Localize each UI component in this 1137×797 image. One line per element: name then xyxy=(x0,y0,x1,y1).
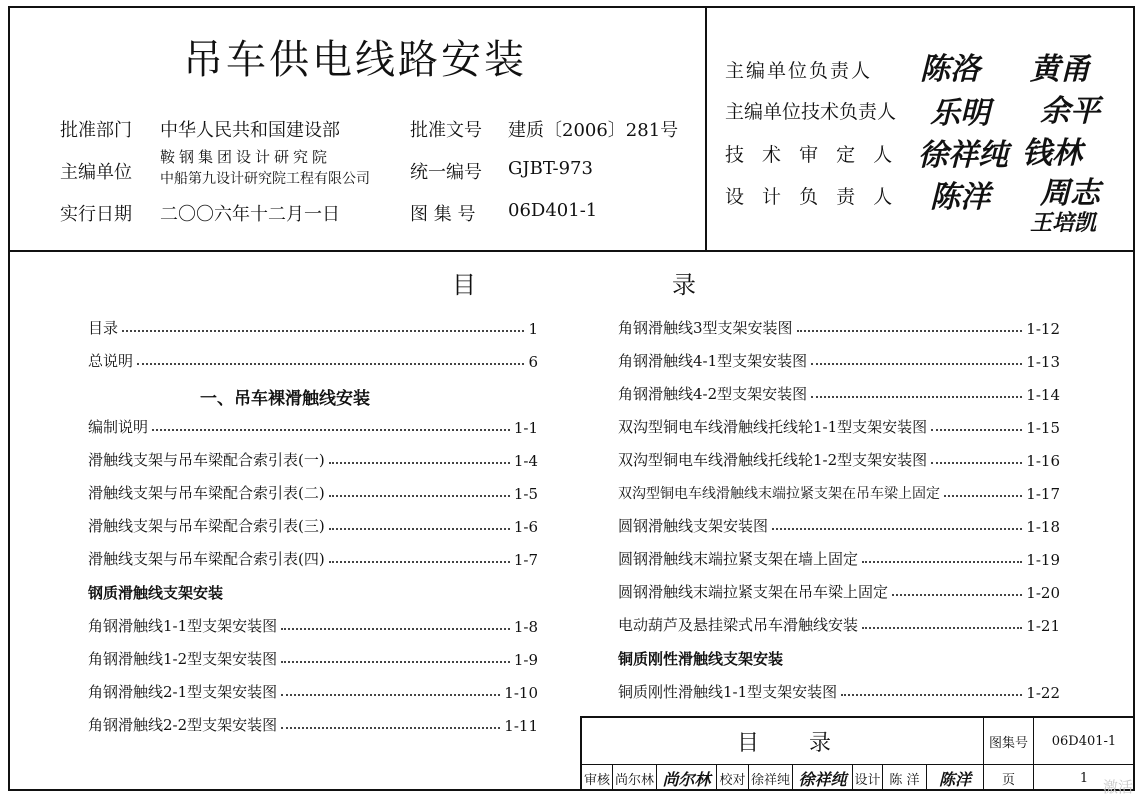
check-name: 徐祥纯 xyxy=(750,772,790,788)
responsible-role-4: 设 计 负 责 人 xyxy=(725,186,899,208)
toc-item[interactable] xyxy=(88,612,538,636)
toc-leader-dots xyxy=(931,462,1022,464)
page-value: 1 xyxy=(1079,770,1089,786)
editor-unit-line1: 鞍钢集团设计研究院 xyxy=(160,148,332,166)
toc-item-page: 1-14 xyxy=(1026,386,1060,404)
toc-leader-dots xyxy=(862,561,1022,563)
toc-item-title: 电动葫芦及悬挂梁式吊车滑触线安装 xyxy=(618,616,859,634)
toc-item[interactable] xyxy=(618,314,1060,338)
signature-1a: 陈洛 xyxy=(920,52,980,87)
toc-leader-dots xyxy=(281,727,500,729)
toc-leader-dots xyxy=(811,396,1022,398)
toc-item[interactable] xyxy=(618,446,1060,470)
toc-leader-dots xyxy=(329,528,510,530)
title-block-name-right: 录 xyxy=(808,730,831,756)
toc-item[interactable] xyxy=(88,413,538,437)
toc-item-title: 滑触线支架与吊车梁配合索引表(三) xyxy=(88,517,325,535)
signature-1b: 黄甬 xyxy=(1030,52,1090,87)
toc-item-page: 1-7 xyxy=(513,551,538,569)
toc-item-title: 铜质刚性滑触线1-1型支架安装图 xyxy=(618,683,838,701)
toc-item[interactable] xyxy=(618,512,1060,536)
toc-leader-dots xyxy=(862,627,1022,629)
toc-leader-dots xyxy=(152,429,510,431)
signature-3b: 钱林 xyxy=(1022,136,1082,171)
effective-date-value: 二〇〇六年十二月一日 xyxy=(160,204,340,225)
toc-item[interactable] xyxy=(618,413,1060,437)
approval-dept-label: 批准部门 xyxy=(60,120,132,141)
signature-4c: 王培凯 xyxy=(1030,210,1097,236)
toc-item-page: 1-9 xyxy=(513,651,538,669)
approval-no-label: 批准文号 xyxy=(410,120,482,141)
toc-heading-left: 目 xyxy=(452,271,476,299)
check-signature: 徐祥纯 xyxy=(798,769,847,789)
toc-item-title: 角钢滑触线4-2型支架安装图 xyxy=(618,385,808,403)
effective-date-label: 实行日期 xyxy=(60,204,132,225)
toc-item[interactable] xyxy=(618,678,1060,702)
toc-leader-dots xyxy=(281,694,500,696)
toc-item[interactable] xyxy=(618,347,1060,371)
toc-item-title: 双沟型铜电车线滑触线托线轮1-1型支架安装图 xyxy=(618,418,928,436)
toc-section-heading: 一、吊车裸滑触线安装 xyxy=(200,389,370,409)
signature-2a: 乐明 xyxy=(930,96,990,131)
activation-watermark: 激活 xyxy=(1102,778,1133,796)
toc-item-title: 角钢滑触线4-1型支架安装图 xyxy=(618,352,808,370)
toc-item[interactable] xyxy=(88,479,538,503)
toc-item[interactable] xyxy=(88,678,538,702)
title-block-atlas-value: 06D401-1 xyxy=(1051,733,1117,749)
signature-4a: 陈洋 xyxy=(930,180,990,215)
design-label: 设计 xyxy=(854,772,881,788)
toc-item[interactable] xyxy=(618,545,1060,569)
toc-item[interactable] xyxy=(618,479,1060,503)
toc-item-title: 角钢滑触线2-2型支架安装图 xyxy=(88,716,278,734)
toc-leader-dots xyxy=(122,330,524,332)
toc-item[interactable] xyxy=(618,380,1060,404)
toc-item-page: 1-6 xyxy=(513,518,538,536)
toc-heading-right: 录 xyxy=(672,271,696,299)
title-block-atlas-label: 图集号 xyxy=(988,735,1028,751)
signature-3a: 徐祥纯 xyxy=(918,138,1008,173)
toc-item-title: 角钢滑触线1-2型支架安装图 xyxy=(88,650,278,668)
toc-item-page: 1-5 xyxy=(513,485,538,503)
toc-item-title: 圆钢滑触线支架安装图 xyxy=(618,517,769,535)
toc-leader-dots xyxy=(329,561,510,563)
toc-item-page: 1-21 xyxy=(1026,617,1060,635)
toc-leader-dots xyxy=(892,594,1022,596)
toc-item-title: 圆钢滑触线末端拉紧支架在墙上固定 xyxy=(618,550,859,568)
toc-item-title: 角钢滑触线3型支架安装图 xyxy=(618,319,793,337)
toc-item[interactable] xyxy=(88,711,538,735)
page-label: 页 xyxy=(1001,772,1015,788)
toc-item-page: 6 xyxy=(528,353,538,371)
signature-4b: 周志 xyxy=(1040,176,1100,211)
toc-item-page: 1-13 xyxy=(1026,353,1060,371)
toc-item-title: 编制说明 xyxy=(88,418,149,436)
toc-item-title: 圆钢滑触线末端拉紧支架在吊车梁上固定 xyxy=(618,583,889,601)
review-name: 尚尔林 xyxy=(614,772,654,788)
toc-leader-dots xyxy=(329,462,510,464)
toc-item[interactable] xyxy=(88,347,538,371)
toc-leader-dots xyxy=(281,628,510,630)
approval-no-value: 建质〔2006〕281号 xyxy=(508,120,679,141)
toc-item[interactable] xyxy=(88,645,538,669)
toc-leader-dots xyxy=(931,429,1022,431)
toc-item-page: 1-11 xyxy=(504,717,538,735)
toc-item-title: 目录 xyxy=(88,319,119,337)
responsible-role-3: 技 术 审 定 人 xyxy=(725,144,899,166)
title-block-name-left: 目 xyxy=(736,730,759,756)
toc-item[interactable] xyxy=(618,578,1060,602)
responsible-role-1: 主编单位负责人 xyxy=(725,60,873,82)
toc-item-page: 1-1 xyxy=(513,419,538,437)
toc-item-title: 滑触线支架与吊车梁配合索引表(一) xyxy=(88,451,325,469)
responsible-role-2: 主编单位技术负责人 xyxy=(725,101,897,123)
toc-item[interactable] xyxy=(88,314,538,338)
toc-item-page: 1-4 xyxy=(513,452,538,470)
toc-leader-dots xyxy=(329,495,510,497)
toc-subsection-heading: 铜质刚性滑触线支架安装 xyxy=(618,650,784,668)
atlas-no-label: 图 集 号 xyxy=(410,204,476,225)
header-vertical-divider xyxy=(705,6,707,252)
toc-item-page: 1-12 xyxy=(1026,320,1060,338)
approval-dept-value: 中华人民共和国建设部 xyxy=(160,120,340,141)
toc-subsection-heading: 钢质滑触线支架安装 xyxy=(88,584,224,602)
toc-leader-dots xyxy=(841,694,1022,696)
toc-item-page: 1-17 xyxy=(1026,485,1060,503)
toc-item-page: 1-20 xyxy=(1026,584,1060,602)
design-name: 陈 洋 xyxy=(889,772,920,788)
toc-item-title: 滑触线支架与吊车梁配合索引表(四) xyxy=(88,550,325,568)
toc-item-page: 1 xyxy=(528,320,538,338)
toc-item-title: 角钢滑触线2-1型支架安装图 xyxy=(88,683,278,701)
toc-item-title: 角钢滑触线1-1型支架安装图 xyxy=(88,617,278,635)
toc-leader-dots xyxy=(772,528,1022,530)
toc-item-page: 1-18 xyxy=(1026,518,1060,536)
atlas-no-value: 06D401-1 xyxy=(508,200,598,221)
toc-item-title: 总说明 xyxy=(88,352,134,370)
signature-2b: 余平 xyxy=(1040,94,1100,129)
toc-item[interactable] xyxy=(88,446,538,470)
toc-item-page: 1-8 xyxy=(513,618,538,636)
toc-leader-dots xyxy=(797,330,1023,332)
toc-item-title: 双沟型铜电车线滑触线托线轮1-2型支架安装图 xyxy=(618,451,928,469)
toc-item-page: 1-22 xyxy=(1026,684,1060,702)
toc-leader-dots xyxy=(281,661,510,663)
review-signature: 尚尔林 xyxy=(662,769,711,789)
review-label: 审核 xyxy=(583,772,610,788)
toc-item-page: 1-16 xyxy=(1026,452,1060,470)
unified-no-label: 统一编号 xyxy=(410,162,482,183)
toc-item-page: 1-19 xyxy=(1026,551,1060,569)
unified-no-value: GJBT-973 xyxy=(508,158,593,179)
check-label: 校对 xyxy=(719,772,746,788)
toc-item[interactable] xyxy=(618,611,1060,635)
toc-leader-dots xyxy=(811,363,1022,365)
editor-unit-line2: 中船第九设计研究院工程有限公司 xyxy=(160,171,370,187)
header-divider xyxy=(8,250,1135,252)
editor-unit-label: 主编单位 xyxy=(60,162,132,183)
toc-item-title: 双沟型铜电车线滑触线末端拉紧支架在吊车梁上固定 xyxy=(618,486,940,502)
toc-item[interactable] xyxy=(88,545,538,569)
toc-item[interactable] xyxy=(88,512,538,536)
toc-leader-dots xyxy=(944,495,1022,497)
drawing-title: 吊车供电线路安装 xyxy=(183,37,527,83)
toc-leader-dots xyxy=(137,363,524,365)
design-signature: 陈洋 xyxy=(938,769,971,789)
toc-item-page: 1-10 xyxy=(504,684,538,702)
toc-item-page: 1-15 xyxy=(1026,419,1060,437)
toc-item-title: 滑触线支架与吊车梁配合索引表(二) xyxy=(88,484,325,502)
